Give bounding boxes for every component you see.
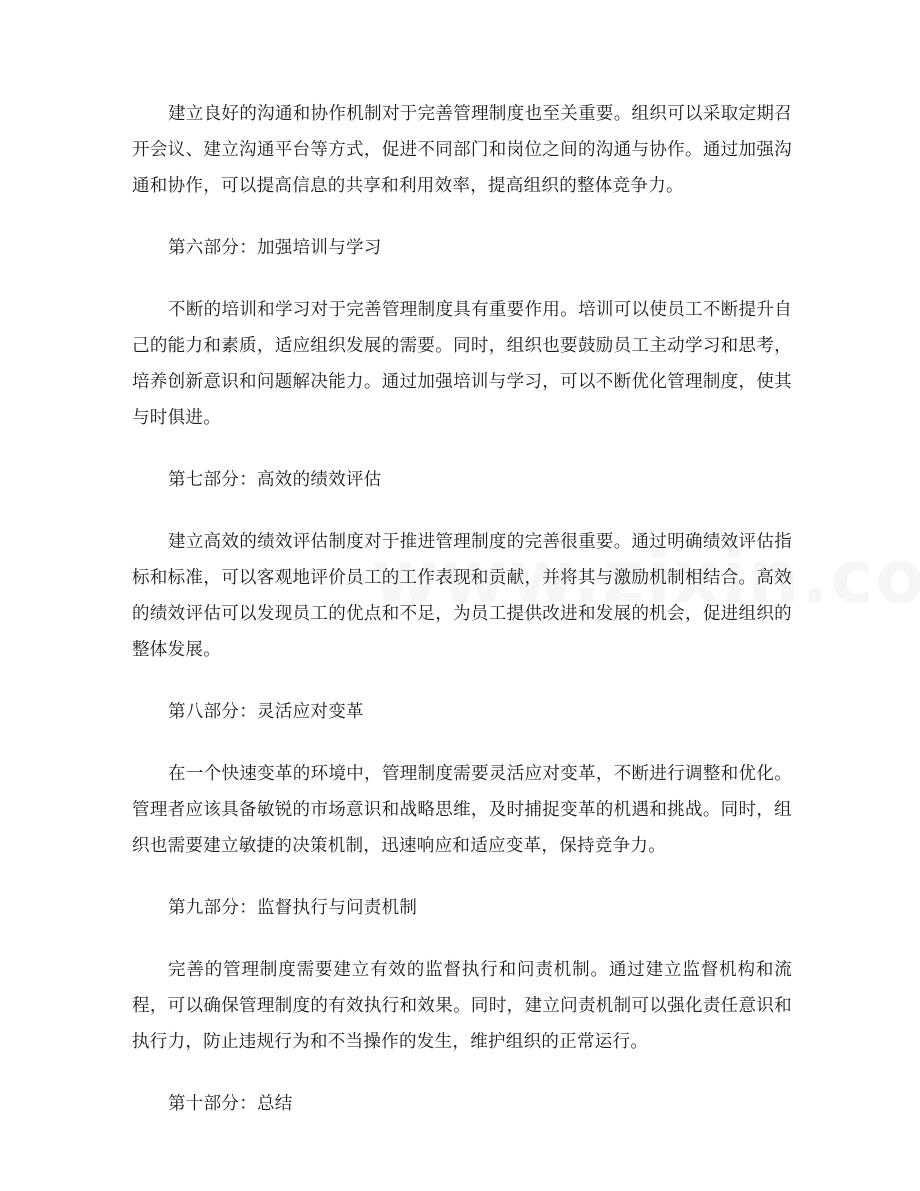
heading-part-ten: 第十部分：总结 [168, 1094, 293, 1114]
document-body [132, 96, 792, 1148]
heading-part-seven: 第七部分：高效的绩效评估 [168, 470, 382, 490]
paragraph-supervision: 完善的管理制度需要建立有效的监督执行和问责机制。通过建立监督机构和流程，可以确保管理制度的有效执行和效果。同时，建立问责机制可以强化责任意识和执行力，防止违规行为和不当操作的发生，维护组织的正常运行。 [132, 960, 792, 1052]
heading-part-eight: 第八部分：灵活应对变革 [168, 702, 364, 722]
heading-part-six: 第六部分：加强培训与学习 [168, 238, 382, 258]
paragraph-training: 不断的培训和学习对于完善管理制度具有重要作用。培训可以使员工不断提升自己的能力和素质，适应组织发展的需要。同时，组织也要鼓励员工主动学习和思考，培养创新意识和问题解决能力。通过加强培训与学习，可以不断优化管理制度，使其与时俱进。 [132, 300, 792, 428]
paragraph-performance: 建立高效的绩效评估制度对于推进管理制度的完善很重要。通过明确绩效评估指标和标准，可以客观地评价员工的工作表现和贡献，并将其与激励机制相结合。高效的绩效评估可以发现员工的优点和不足，为员工提供改进和发展的机会，促进组织的整体发展。 [132, 532, 792, 660]
paragraph-change: 在一个快速变革的环境中，管理制度需要灵活应对变革，不断进行调整和优化。管理者应该具备敏锐的市场意识和战略思维，及时捕捉变革的机遇和挑战。同时，组织也需要建立敏捷的决策机制，迅速响应和适应变革，保持竞争力。 [132, 764, 792, 856]
heading-part-nine: 第九部分：监督执行与问责机制 [168, 898, 418, 918]
paragraph-communication: 建立良好的沟通和协作机制对于完善管理制度也至关重要。组织可以采取定期召开会议、建立沟通平台等方式，促进不同部门和岗位之间的沟通与协作。通过加强沟通和协作，可以提高信息的共享和利用效率，提高组织的整体竞争力。 [132, 104, 792, 196]
